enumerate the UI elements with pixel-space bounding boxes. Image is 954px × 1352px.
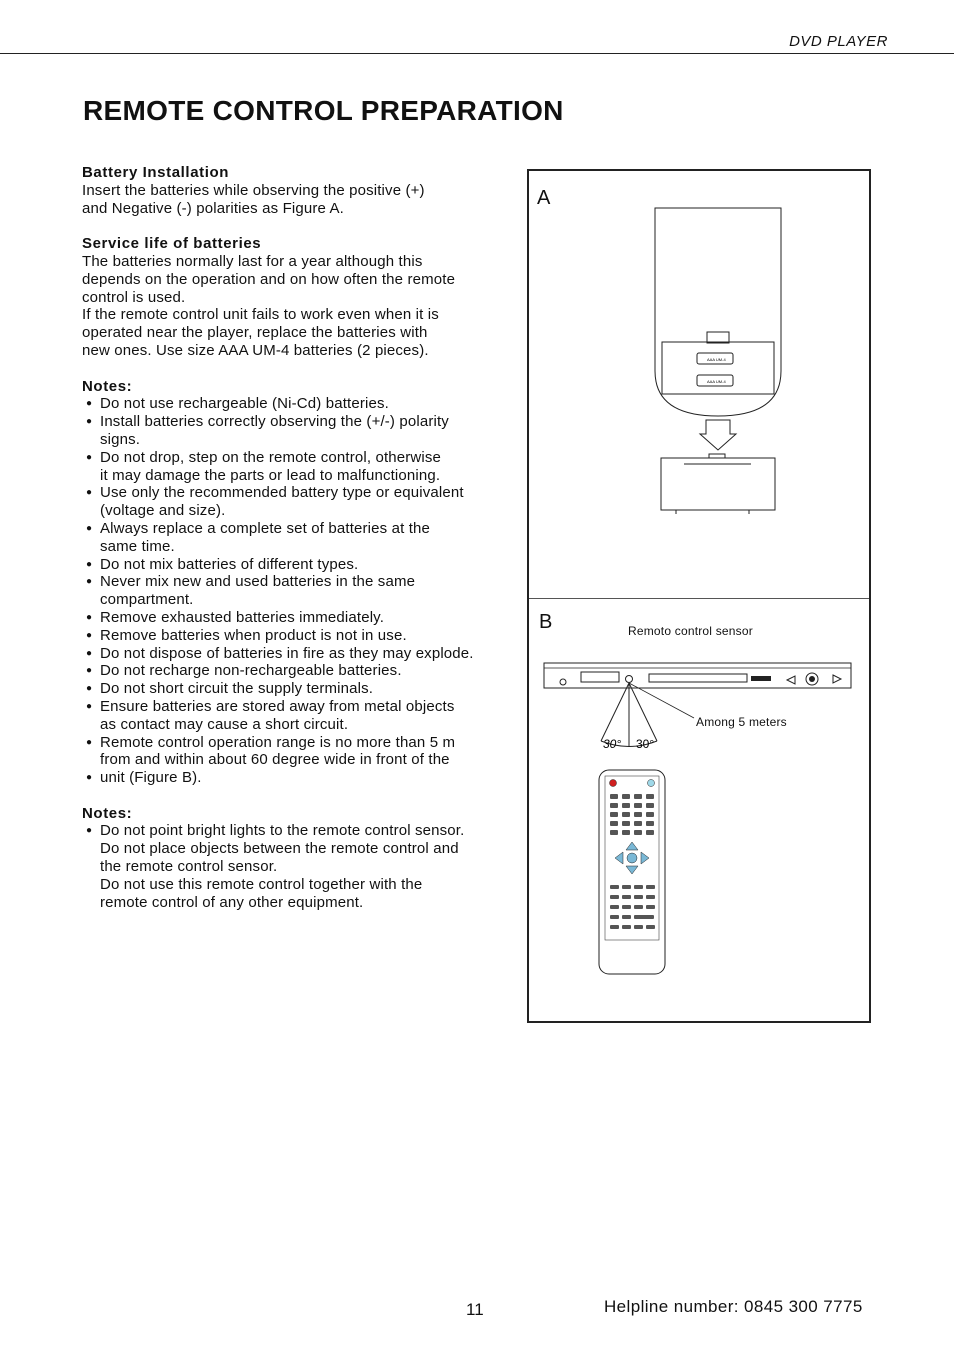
page-title: REMOTE CONTROL PREPARATION [83,95,564,126]
list-item [82,484,522,520]
notes-heading-2: Notes: [82,804,133,822]
service-life-heading: Service life of batteries [82,235,262,253]
angle-right-label: 30° [636,737,655,751]
note-line: ● Do not recharge non-rechargeable batteries. [100,662,402,680]
figure-box [527,169,871,1023]
list-item [82,413,522,449]
angle-left-label: 30° [603,737,622,751]
list-item [82,698,522,734]
service-life-line: new ones. Use size AAA UM-4 batteries (2 pieces). [82,341,429,359]
list-item [82,573,522,609]
helpline-number: Helpline number: 0845 300 7775 [604,1297,863,1316]
list-item [82,609,522,627]
service-life-line: control is used. [82,288,186,306]
note-line: ● Do not drop, step on the remote control, otherwise [100,448,442,466]
note-line: Do not place objects between the remote control and [100,840,459,858]
note-line: ● Do not dispose of batteries in fire as they may explode. [100,644,474,662]
header-rule [0,53,954,54]
note-line: ● unit (Figure B). [100,769,202,787]
service-life-line: operated near the player, replace the batteries with [82,324,428,342]
list-item [82,662,522,680]
service-life-line: The batteries normally last for a year although this [82,252,423,270]
battery-label: AAA UM-4 [707,379,726,384]
list-item [82,680,522,698]
list-item [82,822,522,911]
page-number: 11 [466,1300,484,1319]
note-line: as contact may cause a short circuit. [100,715,349,733]
note-line: ● Do not point bright lights to the remote control sensor. [100,822,465,840]
note-line: Do not use this remote control together with the [100,875,423,893]
note-line: ● Remote control operation range is no more than 5 m [100,733,456,751]
notes-list [82,395,522,787]
note-line: compartment. [100,591,194,609]
note-line: ● Use only the recommended battery type or equivalent [100,484,464,502]
battery-label: AAA UM-4 [707,357,726,362]
note-line: ● Never mix new and used batteries in the same [100,573,416,591]
list-item [82,645,522,663]
note-line: same time. [100,537,175,555]
document-type-label: DVD PLAYER [789,33,888,50]
note-line: ● Remove batteries when product is not in use. [100,626,407,644]
note-line: ● Do not use rechargeable (Ni-Cd) batteries. [100,395,389,413]
remote-battery-illustration [529,171,869,598]
range-label: Among 5 meters [696,715,787,729]
note-line: ● Do not short circuit the supply terminals. [100,680,374,698]
list-item [82,520,522,556]
figure-a-label: A [537,187,551,209]
note-line: from and within about 60 degree wide in front of the [100,751,450,769]
instructions-column [82,164,522,911]
list-item [82,769,522,787]
service-life-line: If the remote control unit fails to work even when it is [82,306,439,324]
service-life-line: depends on the operation and on how often the remote [82,270,456,288]
sensor-label: Remoto control sensor [628,624,753,638]
note-line: ● Remove exhausted batteries immediately. [100,608,385,626]
list-item [82,395,522,413]
list-item [82,556,522,574]
battery-installation-line: and Negative (-) polarities as Figure A. [82,199,344,217]
note-line: (voltage and size). [100,502,226,520]
note-line: ● Ensure batteries are stored away from metal objects [100,697,455,715]
note-line: ● Do not mix batteries of different types. [100,555,359,573]
note-line: it may damage the parts or lead to malfunctioning. [100,466,441,484]
note-line: ● Always replace a complete set of batteries at the [100,519,431,537]
list-item [82,449,522,485]
battery-installation-line: Insert the batteries while observing the positive (+) [82,181,425,199]
list-item [82,734,522,770]
list-item [82,627,522,645]
dvd-player-range-illustration [529,598,869,1021]
note-line: the remote control sensor. [100,858,278,876]
note-line: signs. [100,430,141,448]
battery-installation-heading: Battery Installation [82,164,230,181]
note-line: ● Install batteries correctly observing the (+/-) polarity [100,413,449,431]
note-line: remote control of any other equipment. [100,893,364,911]
figure-b-label: B [539,611,553,633]
notes-heading: Notes: [82,377,133,395]
